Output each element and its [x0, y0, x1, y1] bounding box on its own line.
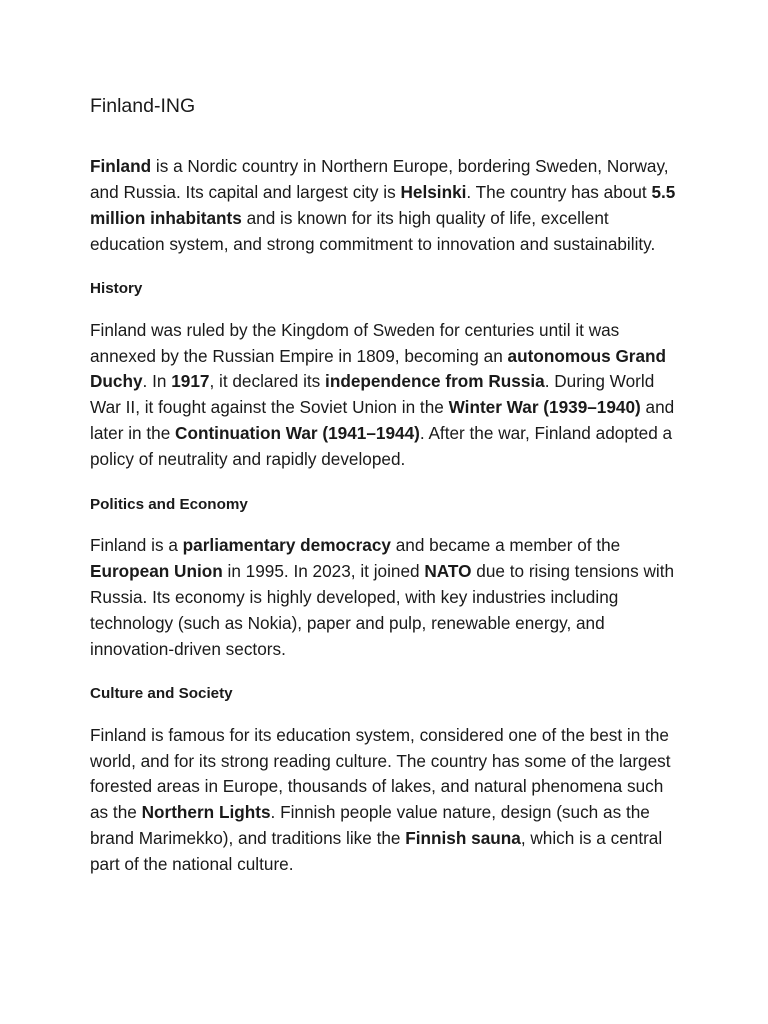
document-body: [90, 92, 682, 878]
text-run: Finland is a: [90, 535, 183, 556]
bold-term: Helsinki: [400, 181, 467, 202]
intro-paragraph: [90, 154, 682, 258]
bold-term: European Union: [90, 560, 223, 581]
text-run: Finland was ruled by the Kingdom of Sweden for centuries until it was annexed by the Russian Empire in 1809, becoming an: [90, 319, 620, 366]
section-paragraph-history: [90, 318, 682, 473]
text-run: , it declared its: [209, 371, 326, 392]
bold-term: 1917: [171, 371, 210, 392]
section-heading-culture-society: Culture and Society: [90, 684, 233, 702]
section-paragraph-culture-society: [90, 723, 682, 878]
text-run: is a Nordic country in Northern Europe, bordering Sweden, Norway, and Russia. Its capital and largest city is: [90, 156, 669, 202]
bold-term: Winter War (1939–1940): [448, 397, 641, 418]
document-title: Finland-ING: [90, 95, 196, 117]
text-run: and is known for its high quality of life, excellent education system, and strong commitment to innovation and sustainability.: [90, 207, 656, 254]
bold-term: Finnish sauna: [405, 828, 521, 849]
text-run: in 1995. In 2023, it joined: [222, 560, 425, 581]
section-heading-politics-economy: Politics and Economy: [90, 496, 248, 514]
section-heading-history: History: [90, 279, 143, 297]
text-run: and later in the: [90, 397, 675, 444]
text-run: Finland is famous for its education system, considered one of the best in the world, and for its strong reading culture. The country has some of the largest forested areas in Europe, thousands of lakes, and natural phenomena such as the: [90, 724, 671, 823]
bold-term: Finland: [90, 156, 152, 176]
text-run: and became a member of the: [390, 535, 621, 556]
text-run: . In: [142, 371, 172, 392]
bold-term: independence from Russia: [325, 371, 545, 392]
text-run: due to rising tensions with Russia. Its economy is highly developed, with key industries including technology (such as Nokia), paper and pulp, renewable energy, and innovation-driven sectors.: [90, 560, 675, 659]
bold-term: 5.5 million inhabitants: [90, 181, 676, 228]
text-run: . The country has about: [466, 181, 652, 202]
bold-term: Continuation War (1941–1944): [175, 423, 420, 444]
text-run: , which is a central part of the national culture.: [90, 828, 663, 875]
text-run: . After the war, Finland adopted a policy of neutrality and rapidly developed.: [90, 423, 673, 470]
bold-term: Northern Lights: [141, 802, 271, 823]
bold-term: NATO: [424, 560, 472, 581]
text-run: . Finnish people value nature, design (such as the brand Marimekko), and traditions like the: [90, 802, 650, 849]
section-paragraph-politics-economy: [90, 533, 682, 663]
text-run: . During World War II, it fought against the Soviet Union in the: [90, 371, 655, 418]
bold-term: autonomous Grand Duchy: [90, 345, 667, 392]
bold-term: parliamentary democracy: [182, 535, 391, 556]
